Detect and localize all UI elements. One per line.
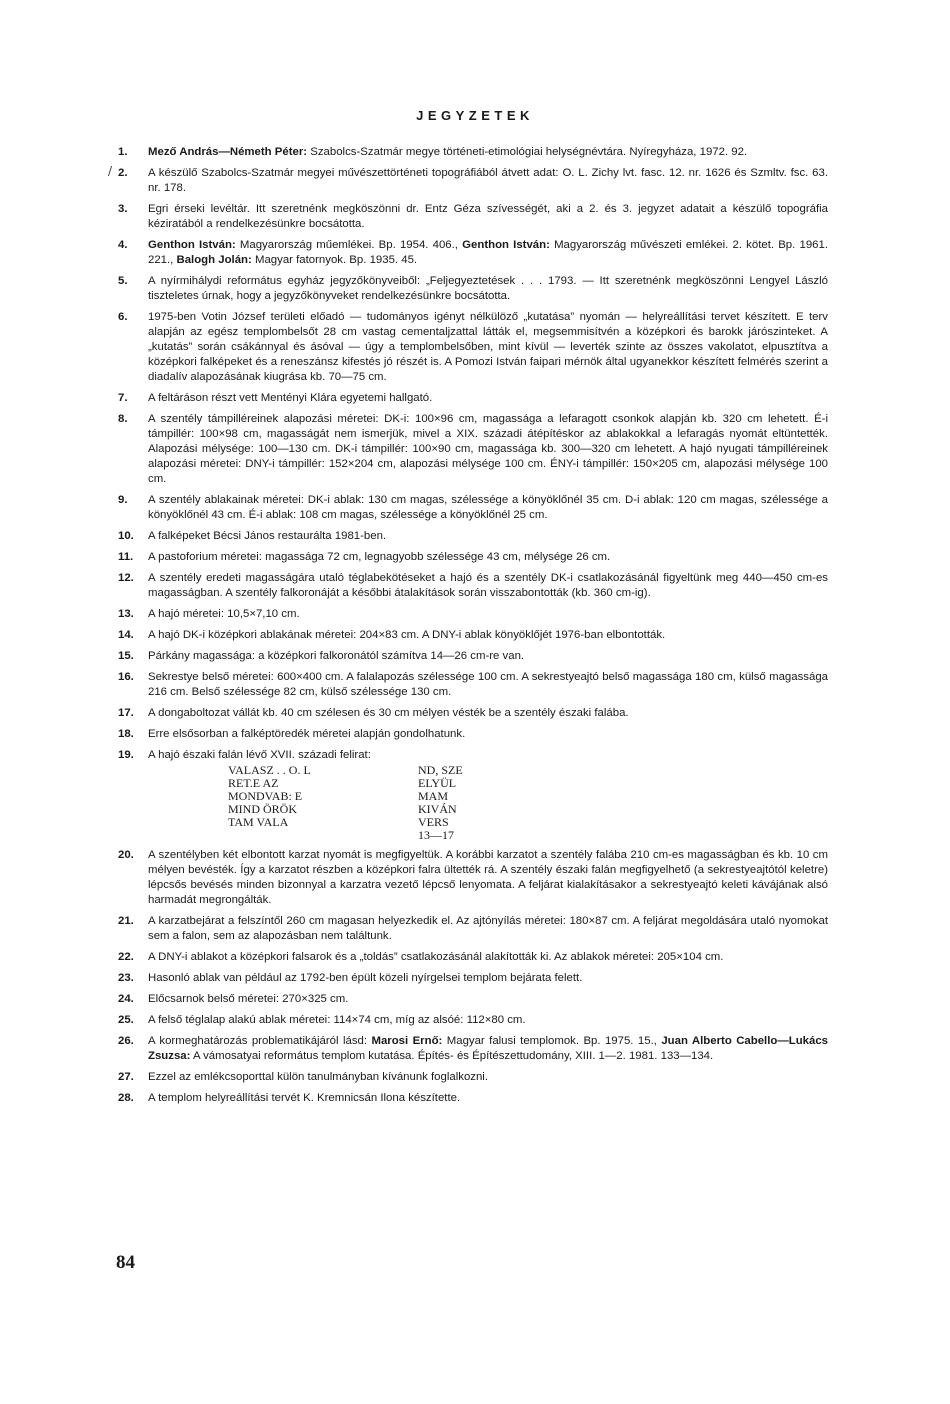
footnote-text	[148, 915, 828, 942]
inscription-cell: ND, SZE	[418, 763, 463, 777]
footnote-number: 5.	[118, 275, 128, 287]
footnote-text-segment: A DNY-i ablakot a középkori falsarok és a „toldás” csatlakozásánál alakították ki. Az ablakok méretei: 205×104 cm.	[148, 951, 724, 963]
inscription-cell: KIVÁN	[418, 802, 457, 816]
footnote-text-segment: A szentély eredeti magasságára utaló téglabekötéseket a hajó és a szentély DK-i csatlakozásánál figyeltünk meg 440—450 cm-es magasságban. A szentély falkoronáját a későbbi átalakítások során visszabontották (kb. 360 cm-ig).	[148, 572, 828, 599]
footnote-text	[148, 494, 828, 521]
footnote-text-segment: Magyar fatornyok. Bp. 1935. 45.	[251, 254, 418, 266]
footnote-text	[148, 413, 828, 485]
author-name: Marosi Ernő:	[371, 1035, 443, 1047]
footnote-text-segment: A szentély ablakainak méretei: DK-i ablak: 130 cm magas, szélessége a könyöklőnél 35 cm. D-i ablak: 120 cm magas, szélessége a könyöklőnél 43 cm. É-i ablak: 108 cm magas, szélessége a könyöklőnél 25 cm.	[148, 494, 828, 521]
footnote	[118, 529, 828, 544]
footnote-number: 15.	[118, 650, 134, 662]
inscription-cell: MONDVAB: E	[228, 789, 303, 803]
footnote-text-segment: A karzatbejárat a felszíntől 260 cm magasan helyezkedik el. Az ajtónyílás méretei: 180×87 cm. A feljárat megoldására utaló nyomokat sem a falon, sem az alapozásban nem találtunk.	[148, 915, 828, 942]
footnote	[118, 274, 828, 304]
footnote-number: 13.	[118, 608, 134, 620]
footnote-number: 1.	[118, 146, 128, 158]
footnote-text-segment: Előcsarnok belső méretei: 270×325 cm.	[148, 993, 349, 1005]
footnote-text-segment: A pastoforium méretei: magassága 72 cm, legnagyobb szélessége 43 cm, mélysége 26 cm.	[148, 551, 611, 563]
inscription-block	[228, 764, 828, 842]
footnote-number: 10.	[118, 530, 134, 542]
footnote	[118, 493, 828, 523]
inscription-cell: MAM	[418, 789, 449, 803]
footnote-text	[148, 530, 386, 542]
footnote-text	[148, 728, 465, 740]
footnote-number: 8.	[118, 413, 128, 425]
footnote	[118, 310, 828, 385]
author-name: Genthon István:	[148, 239, 236, 251]
footnote-number: 7.	[118, 392, 128, 404]
footnote-text	[148, 951, 723, 963]
footnote-number: 14.	[118, 629, 134, 641]
footnote-text-segment: Sekrestye belső méretei: 600×400 cm. A falalapozás szélessége 100 cm. A sekrestyeajtó belső magassága 180 cm, külső magassága 216 cm. Belső szélessége 82 cm, külső szélessége 130 cm.	[148, 671, 828, 698]
footnote	[118, 628, 828, 643]
footnote-text-segment: Ezzel az emlékcsoporttal külön tanulmányban kívánunk foglalkozni.	[148, 1071, 489, 1083]
inscription-line	[228, 829, 828, 842]
footnote-text-segment: Egri érseki levéltár. Itt szeretnénk megköszönni dr. Entz Géza szívességét, aki a 2. és 3. jegyzet adatait a készülő topográfia kéziratából a rendelkezésünkre bocsátotta.	[148, 203, 828, 230]
footnote-text	[148, 849, 828, 906]
footnote	[118, 238, 828, 268]
footnote	[118, 607, 828, 622]
footnote	[118, 848, 828, 908]
footnote-text-segment: A hajó DK-i középkori ablakának méretei: 204×83 cm. A DNY-i ablak könyöklőjét 1976-ban elbontották.	[148, 629, 666, 641]
footnote-text-segment: A hajó méretei: 10,5×7,10 cm.	[148, 608, 300, 620]
footnote-number: 23.	[118, 972, 134, 984]
footnote-number: 20.	[118, 849, 134, 861]
author-name: Genthon István:	[462, 239, 550, 251]
footnote-number: 17.	[118, 707, 134, 719]
footnote-text	[148, 650, 524, 662]
footnote-text	[148, 1092, 460, 1104]
footnote-number: 2.	[118, 167, 128, 179]
footnote	[118, 748, 828, 842]
author-name: Balogh Jolán:	[176, 254, 252, 266]
footnote	[118, 1070, 828, 1085]
footnote-number: 28.	[118, 1092, 134, 1104]
footnote-text	[148, 608, 300, 620]
footnote-number: 22.	[118, 951, 134, 963]
footnote-text	[148, 239, 828, 266]
footnote	[118, 571, 828, 601]
footnote	[118, 670, 828, 700]
inscription-line	[228, 777, 828, 790]
page-title: JEGYZETEK	[416, 108, 534, 123]
inscription-cell: 13—17	[418, 828, 454, 842]
footnote-number: 25.	[118, 1014, 134, 1026]
author-name: Mező András—Németh Péter:	[148, 146, 308, 158]
footnote-number: 3.	[118, 203, 128, 215]
footnote-text-segment: Szabolcs-Szatmár megye történeti-etimológiai helységnévtára. Nyíregyháza, 1972. 92.	[307, 146, 748, 158]
footnote	[118, 1034, 828, 1064]
footnote-text-segment: Magyar falusi templomok. Bp. 1975. 15.,	[442, 1035, 662, 1047]
footnote	[118, 971, 828, 986]
inscription-cell: ELYÜL	[418, 776, 457, 790]
footnote-text	[148, 1071, 488, 1083]
footnote	[118, 1091, 828, 1106]
footnote-text-segment: Magyarország művészeti emlékei. 2. kötet. Bp. 1961. 221.,	[148, 239, 828, 266]
footnote-text-segment: A feltáráson részt vett Mentényi Klára egyetemi hallgató.	[148, 392, 433, 404]
inscription-line	[228, 816, 828, 829]
footnote-text-segment: Erre elsősorban a falképtöredék méretei alapján gondolhatunk.	[148, 728, 466, 740]
footnote-text-segment: A kormeghatározás problematikájáról lásd:	[148, 1035, 372, 1047]
inscription-cell: VALASZ . . O. L	[228, 763, 311, 777]
footnote-text-segment: A nyírmihálydi református egyház jegyzőkönyveiből: „Feljegyeztetések . . . 1793. — Itt szeretnénk megköszönni Lengyel László tiszteletes úrnak, hogy a jegyzőkönyveket rendelkezésünkre bocsátotta.	[148, 275, 828, 302]
footnote-text	[148, 146, 747, 158]
footnote-number: 18.	[118, 728, 134, 740]
inscription-line	[228, 803, 828, 816]
footnote-number: 27.	[118, 1071, 134, 1083]
footnote-number: 4.	[118, 239, 128, 251]
footnote-number: 12.	[118, 572, 134, 584]
footnote-text	[148, 1014, 526, 1026]
footnote	[118, 550, 828, 565]
footnote	[118, 727, 828, 742]
footnote-text-segment: A vámosatyai református templom kutatása. Építés- és Építészettudomány, XIII. 1—2. 1981. 133—134.	[190, 1050, 714, 1062]
footnote-text-segment: 1975-ben Votin József területi előadó — tudományos igényt nélkülöző „kutatása” nyomán — helyreállítási tervet készített. E terv alapján az egész templombelsőt 28 cm vastag cementaljzattal látták el, megsemmisítvén a középkori és barokk járószinteket. A „kutatás” során csákánnyal és ásóval — úgy a templombelsőben, mint kívül — leverték szinte az összes vakolatot, elpusztítva a középkori falképeket és a reneszánsz kifestés jó részét is. A Pomozi István faipari mérnök által ugyanekkor készített felmérés szerint a diadalív alapozásának kiugrása kb. 70—75 cm.	[148, 311, 828, 383]
footnote-text-segment: Párkány magassága: a középkori falkoronától számítva 14—26 cm-re van.	[148, 650, 525, 662]
footnote-text	[148, 275, 828, 302]
footnote-text-segment: A szentélyben két elbontott karzat nyomát is megfigyeltük. A korábbi karzatot a szentély falába 210 cm-es magasságban és kb. 10 cm mélyen bevésték. Így a karzatot részben a középkori falra ültették rá. A szentély északi falán megfigyelhető (a sekrestyeajtótól keletre) lépcsős bevésés minden bizonnyal a karzatra vezető lépcső lenyomata. A feljárat kialakításakor a sekrestyeajtó keleti kávájának alsó harmadát megrongálták.	[148, 849, 828, 906]
footnote-text	[148, 1035, 828, 1062]
footnote	[118, 145, 828, 160]
inscription-cell	[228, 829, 418, 842]
margin-mark: /	[108, 164, 113, 178]
footnote-text	[148, 203, 828, 230]
footnote-text-segment: A dongaboltozat vállát kb. 40 cm szélesen és 30 cm mélyen vésték be a szentély északi falába.	[148, 707, 629, 719]
footnote-number: 24.	[118, 993, 134, 1005]
footnote	[118, 649, 828, 664]
footnote-text	[148, 311, 828, 383]
inscription-cell: TAM VALA	[228, 815, 289, 829]
footnote	[118, 166, 828, 196]
inscription-cell: VERS	[418, 815, 449, 829]
footnote	[118, 706, 828, 721]
footnote-text-segment: Magyarország műemlékei. Bp. 1954. 406.,	[235, 239, 463, 251]
footnote-text-segment: Hasonló ablak van például az 1792-ben épült közeli nyírgelsei templom bejárata felett.	[148, 972, 583, 984]
footnote	[118, 412, 828, 487]
footnote-text-segment: A készülő Szabolcs-Szatmár megyei művészettörténeti topográfiából átvett adat: O. L. Zichy lvt. fasc. 12. nr. 1626 és Szmltv. fsc. 63. nr. 178.	[148, 167, 828, 194]
notes-list	[118, 145, 828, 1112]
footnote-text-segment: A templom helyreállítási tervét K. Kremnicsán Ilona készítette.	[148, 1092, 461, 1104]
footnote-text	[148, 167, 828, 194]
footnote-text-segment: A szentély támpilléreinek alapozási méretei: DK-i: 100×96 cm, magassága a lefaragott csonkok alapján kb. 320 cm lehetett. É-i támpillér: 100×98 cm, magasságát nem ismerjük, mivel a XIX. századi átépítéskor az ablakokkal a lefaragás nyomát eltüntették. Alapozási mélysége: 100—130 cm. DK-i támpillér: 100×90 cm, magassága kb. 300—320 cm lehetett. A hajó nyugati támpilléreinek alapozási méretei: DNY-i támpillér: 152×204 cm, alapozási mélysége 100 cm. ÉNY-i támpillér: 150×205 cm, alapozási mélysége 100 cm.	[148, 413, 828, 485]
footnote-number: 26.	[118, 1035, 134, 1047]
footnote-text	[148, 993, 348, 1005]
footnote-number: 19.	[118, 749, 134, 761]
footnote-text	[148, 572, 828, 599]
author-name: Juan Alberto Cabello—Lukács Zsuzsa:	[148, 1035, 828, 1062]
footnote-text	[148, 551, 610, 563]
inscription-cell: RET.E AZ	[228, 776, 279, 790]
footnote	[118, 202, 828, 232]
footnote	[118, 992, 828, 1007]
footnote-text	[148, 749, 371, 761]
footnote-text	[148, 671, 828, 698]
footnote-number: 9.	[118, 494, 128, 506]
footnote-text	[148, 707, 629, 719]
footnote	[118, 950, 828, 965]
inscription-line	[228, 790, 828, 803]
footnote-number: 16.	[118, 671, 134, 683]
footnote-number: 21.	[118, 915, 134, 927]
footnote	[118, 914, 828, 944]
footnote-text	[148, 392, 432, 404]
inscription-line	[228, 764, 828, 777]
inscription-cell: MIND ÖRÖK	[228, 802, 297, 816]
footnote-text	[148, 972, 582, 984]
footnote-number: 6.	[118, 311, 128, 323]
footnote-number: 11.	[118, 551, 134, 563]
page-number: 84	[116, 1252, 135, 1273]
footnote	[118, 1013, 828, 1028]
footnote	[118, 391, 828, 406]
footnote-text	[148, 629, 665, 641]
footnote-text-segment: A felső téglalap alakú ablak méretei: 114×74 cm, míg az alsóé: 112×80 cm.	[148, 1014, 526, 1026]
footnote-text-segment: A hajó északi falán lévő XVII. századi felirat:	[148, 749, 371, 761]
footnote-text-segment: A falképeket Bécsi János restaurálta 1981-ben.	[148, 530, 387, 542]
